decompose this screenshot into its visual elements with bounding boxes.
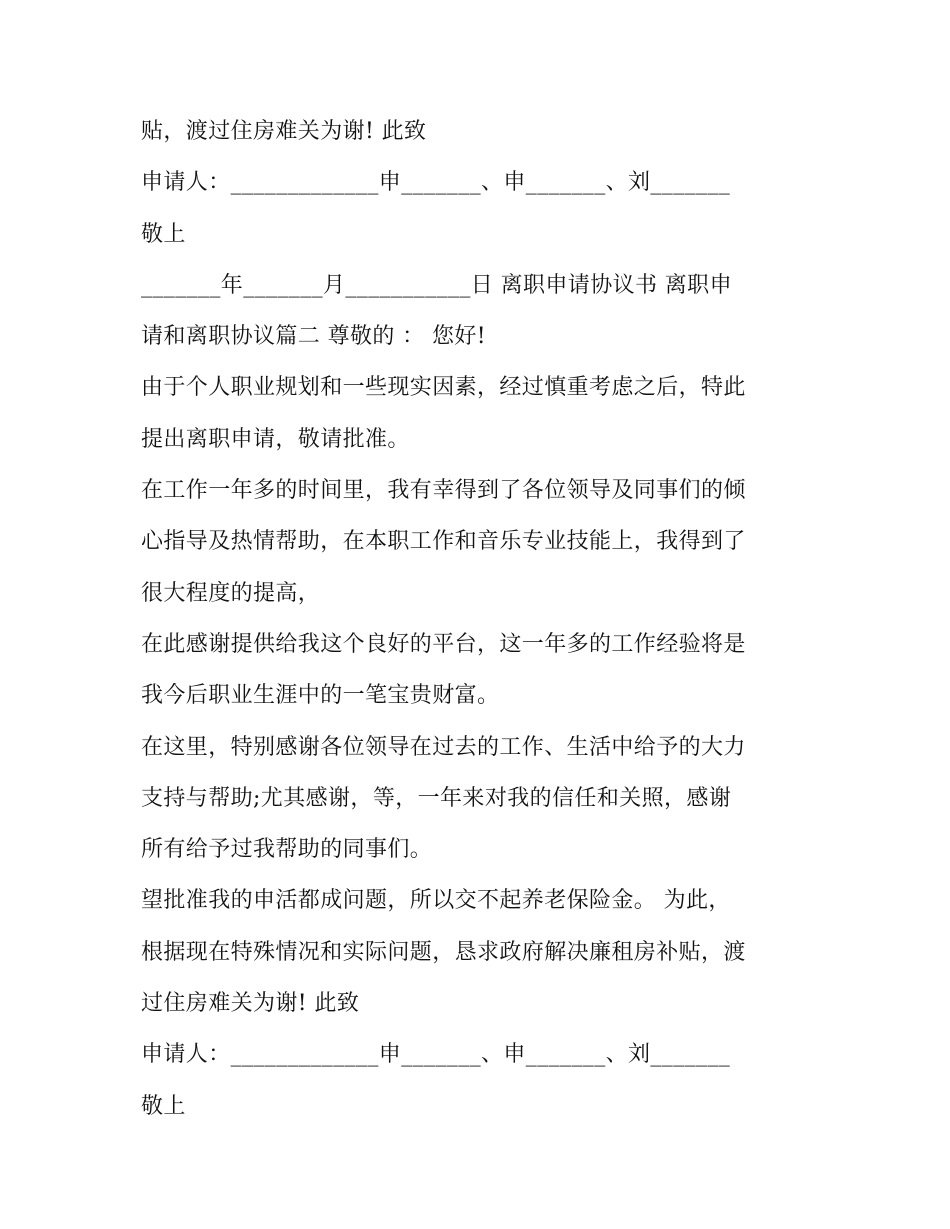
text-line: 望批准我的申活都成问题，所以交不起养老保险金。 为此， xyxy=(141,888,731,914)
text-line: 支持与帮助;尤其感谢，等，一年来对我的信任和关照，感谢 xyxy=(141,785,732,811)
text-line: 提出离职申请，敬请批准。 xyxy=(141,426,410,452)
text-line: 请和离职协议篇二 尊敬的 ： 您好! xyxy=(141,324,487,350)
text-line: 很大程度的提高， xyxy=(141,580,321,606)
text-line: 在这里，特别感谢各位领导在过去的工作、生活中给予的大力 xyxy=(141,734,746,760)
text-line: 敬上 xyxy=(141,221,186,247)
text-line: 敬上 xyxy=(141,1093,186,1119)
text-line: 在此感谢提供给我这个良好的平台，这一年多的工作经验将是 xyxy=(141,631,746,657)
signature-line: 申请人：_____________申_______、申_______、刘_______ xyxy=(141,170,731,196)
date-line: _______年_______月___________日 离职申请协议书 离职申 xyxy=(141,272,732,298)
signature-line: 申请人：_____________申_______、申_______、刘_______ xyxy=(141,1042,731,1068)
text-line: 贴，渡过住房难关为谢! 此致 xyxy=(141,119,427,144)
text-line: 由于个人职业规划和一些现实因素，经过慎重考虑之后，特此 xyxy=(141,375,746,401)
text-line: 所有给予过我帮助的同事们。 xyxy=(141,837,433,863)
text-line: 根据现在特殊情况和实际问题，恳求政府解决廉租房补贴，渡 xyxy=(141,939,746,965)
text-line: 过住房难关为谢! 此致 xyxy=(141,991,360,1017)
text-line: 心指导及热情帮助，在本职工作和音乐专业技能上，我得到了 xyxy=(141,529,746,555)
text-line: 我今后职业生涯中的一笔宝贵财富。 xyxy=(141,683,500,709)
text-line: 在工作一年多的时间里，我有幸得到了各位领导及同事们的倾 xyxy=(141,478,746,504)
document-body xyxy=(141,106,821,1132)
